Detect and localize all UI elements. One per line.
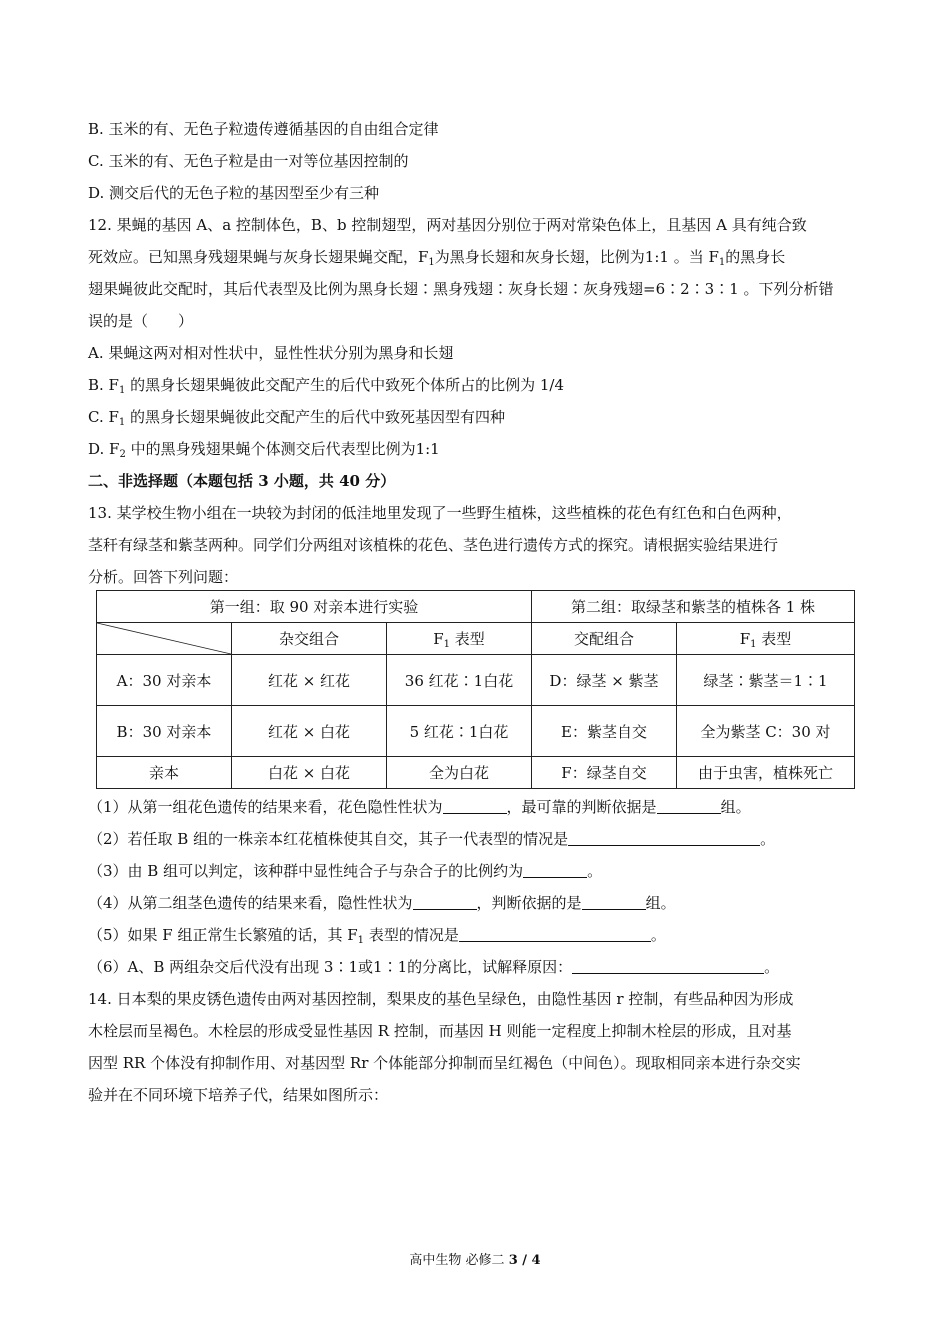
- table-cell: E：紫茎自交: [532, 706, 677, 757]
- section-heading: 二、非选择题（本题包括 3 小题，共 40 分）: [88, 472, 396, 490]
- table-row: [97, 757, 855, 789]
- q14-line3: 因型 RR 个体没有抑制作用、对基因型 Rr 个体能部分抑制而呈红褐色（中间色）。现取相同亲本进行杂交实: [88, 1054, 801, 1072]
- table-cell: 红花 × 白花: [232, 706, 387, 757]
- q12-option-b: B. $F_1$ 的黑身长翅果蝇彼此交配产生的后代中致死个体所占的比例为 1/4: [88, 376, 565, 396]
- option-b-q11: B. 玉米的有、无色子粒遗传遵循基因的自由组合定律: [88, 120, 439, 138]
- q13-item-3: （3）由 B 组可以判定，该种群中显性纯合子与杂合子的比例约为 。: [88, 862, 603, 880]
- q13-line2: 茎秆有绿茎和紫茎两种。同学们分两组对该植株的花色、茎色进行遗传方式的探究。请根据实验结果进行: [88, 536, 779, 554]
- col-cross: 杂交组合: [232, 623, 387, 655]
- q12-line3: 翅果蝇彼此交配时，其后代表型及比例为黑身长翅∶黑身残翅∶灰身长翅∶灰身残翅=6∶2∶3∶1 。下列分析错: [88, 280, 834, 298]
- table-cell: 5 红花∶1白花: [387, 706, 532, 757]
- table-cell: D：绿茎 × 紫茎: [532, 655, 677, 706]
- answer-blank[interactable]: [523, 862, 587, 878]
- q13-item-1: （1）从第一组花色遗传的结果来看，花色隐性性状为 ，最可靠的判断依据是 组。: [88, 798, 751, 816]
- q12-option-d: D. $F_2$ 中的黑身残翅果蝇个体测交后代表型比例为1:1: [88, 440, 440, 460]
- table-cell: 白花 × 白花: [232, 757, 387, 789]
- table-cell: 全为白花: [387, 757, 532, 789]
- option-c-q11: C. 玉米的有、无色子粒是由一对等位基因控制的: [88, 152, 409, 170]
- table-row: [97, 706, 855, 757]
- option-d-q11: D. 测交后代的无色子粒的基因型至少有三种: [88, 184, 380, 202]
- q13-item-4: （4）从第二组茎色遗传的结果来看，隐性性状为 ，判断依据的是 组。: [88, 894, 676, 912]
- q13-item-6: （6）A、B 两组杂交后代没有出现 3∶1或1∶1的分离比，试解释原因： 。: [88, 958, 780, 976]
- diagonal-line: [97, 623, 231, 654]
- diagonal-cell: [97, 623, 232, 655]
- q14-line4: 验并在不同环境下培养子代，结果如图所示：: [88, 1086, 389, 1104]
- q12-line4: 误的是（ ）: [88, 312, 194, 330]
- group1-header: 第一组：取 90 对亲本进行实验: [97, 591, 532, 623]
- table-cell: F：绿茎自交: [532, 757, 677, 789]
- table-cell: B：30 对亲本: [97, 706, 232, 757]
- q13-item-2: （2）若任取 B 组的一株亲本红花植株使其自交，其子一代表型的情况是 。: [88, 830, 776, 848]
- answer-blank[interactable]: [657, 798, 721, 814]
- table-cell: 绿茎∶紫茎＝1∶1: [677, 655, 855, 706]
- table-cell: 36 红花∶1白花: [387, 655, 532, 706]
- page-footer: 高中生物 必修二 3 / 4: [409, 1253, 541, 1268]
- answer-blank[interactable]: [413, 894, 477, 910]
- q12-line2: 死效应。已知黑身残翅果蝇与灰身长翅果蝇交配，$F_1$为黑身长翅和灰身长翅，比例为1:1 。当 $F_1$的黑身长: [88, 248, 786, 268]
- q12-option-a: A. 果蝇这两对相对性状中，显性性状分别为黑身和长翅: [88, 344, 454, 362]
- q14-line1: 14. 日本梨的果皮锈色遗传由两对基因控制，梨果皮的基色呈绿色，由隐性基因 r 控制，有些品种因为形成: [88, 990, 794, 1008]
- answer-blank[interactable]: [443, 798, 507, 814]
- q12-option-c: C. $F_1$ 的黑身长翅果蝇彼此交配产生的后代中致死基因型有四种: [88, 408, 506, 428]
- experiment-table: [96, 590, 855, 789]
- table-row: [97, 655, 855, 706]
- col-f1-phenotype-1: $F_1$ 表型: [387, 623, 532, 655]
- answer-blank[interactable]: [568, 830, 760, 846]
- group2-header: 第二组：取绿茎和紫茎的植株各 1 株: [532, 591, 855, 623]
- q13-item-5: （5）如果 F 组正常生长繁殖的话，其 $F_1$ 表型的情况是 。: [88, 926, 666, 946]
- q13-line3: 分析。回答下列问题：: [88, 568, 239, 586]
- col-mating: 交配组合: [532, 623, 677, 655]
- table-cell: A：30 对亲本: [97, 655, 232, 706]
- answer-blank[interactable]: [582, 894, 646, 910]
- answer-blank[interactable]: [572, 958, 764, 974]
- table-cell: 红花 × 红花: [232, 655, 387, 706]
- page-number: 3 / 4: [508, 1253, 541, 1268]
- col-f1-phenotype-2: $F_1$ 表型: [677, 623, 855, 655]
- table-cell: 全为紫茎 C：30 对: [677, 706, 855, 757]
- q12-line1: 12. 果蝇的基因 A、a 控制体色，B、b 控制翅型，两对基因分别位于两对常染色体上，且基因 A 具有纯合致: [88, 216, 807, 234]
- q14-line2: 木栓层而呈褐色。木栓层的形成受显性基因 R 控制，而基因 H 则能一定程度上抑制木栓层的形成，且对基: [88, 1022, 792, 1040]
- table-cell: 亲本: [97, 757, 232, 789]
- table-cell: 由于虫害，植株死亡: [677, 757, 855, 789]
- q13-line1: 13. 某学校生物小组在一块较为封闭的低洼地里发现了一些野生植株，这些植株的花色有红色和白色两种，: [88, 504, 792, 522]
- answer-blank[interactable]: [459, 926, 651, 942]
